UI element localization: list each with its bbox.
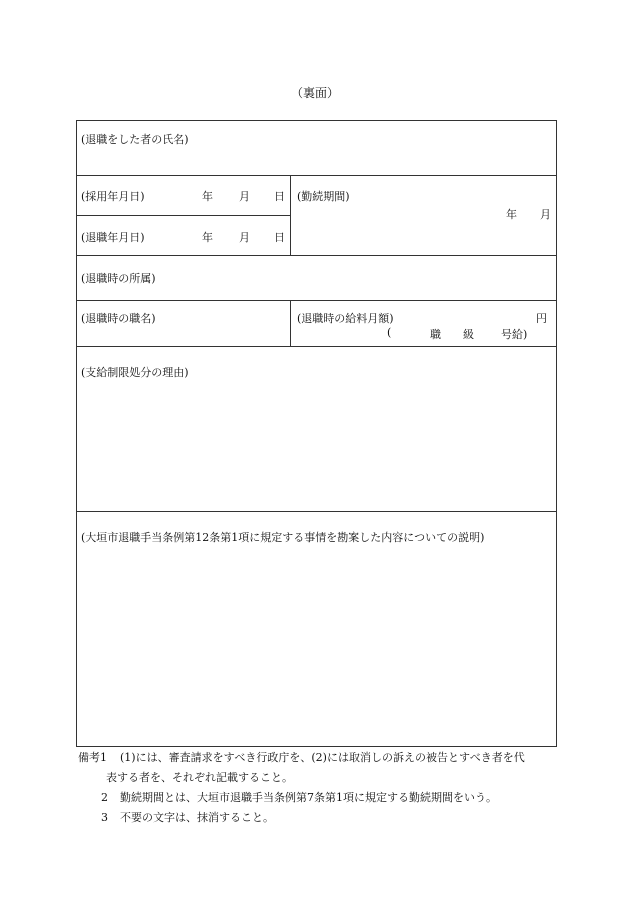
page-title: （裏面） (290, 86, 339, 100)
name-cell (76, 120, 557, 176)
explanation-cell (76, 511, 557, 747)
note-3 (78, 808, 568, 828)
service-period-label: (勤続期間) (297, 190, 350, 203)
affiliation-label: (退職時の所属) (81, 272, 156, 285)
hire-day-unit: 日 (274, 190, 285, 203)
explanation-label: (大垣市退職手当条例第12条第1項に規定する事情を勘案した内容についての説明) (81, 531, 485, 544)
notes (78, 748, 568, 828)
salary-label: (退職時の給料月額) (297, 312, 394, 325)
salary-open-paren: ( (387, 326, 392, 339)
retire-day-unit: 日 (274, 231, 285, 244)
note-2-text: 勤続期間とは、大垣市退職手当条例第7条第1項に規定する勤続期間をいう。 (120, 791, 497, 804)
salary-gokyu-unit: 号給) (501, 328, 528, 341)
retire-year-unit: 年 (202, 231, 213, 244)
note-1-line-2 (78, 768, 568, 788)
notes-head: 備考1 (78, 751, 107, 764)
salary-cell (290, 300, 557, 347)
service-year-unit: 年 (506, 208, 517, 221)
service-period-cell (290, 175, 557, 256)
hire-year-unit: 年 (202, 190, 213, 203)
salary-yen-unit: 円 (536, 312, 547, 325)
note-2-number: 2 (101, 791, 108, 804)
service-month-unit: 月 (540, 208, 551, 221)
note-3-text: 不要の文字は、抹消すること。 (120, 811, 274, 824)
retire-date-cell (76, 215, 291, 256)
note-3-number: 3 (101, 811, 108, 824)
note-1-text: (1)には、審査請求をすべき行政庁を、(2)には取消しの訴えの被告とすべき者を代 (120, 751, 525, 764)
position-label: (退職時の職名) (81, 312, 156, 325)
restriction-reason-label: (支給制限処分の理由) (81, 366, 189, 379)
restriction-reason-cell (76, 346, 557, 512)
salary-shoku-unit: 職 (430, 328, 441, 341)
note-2 (78, 788, 568, 808)
retire-month-unit: 月 (239, 231, 250, 244)
position-cell (76, 300, 291, 347)
salary-kyu-unit: 級 (463, 328, 474, 341)
hire-date-label: (採用年月日) (81, 190, 145, 203)
hire-date-cell (76, 175, 291, 216)
affiliation-cell (76, 255, 557, 301)
note-1-text-cont: 表する者を、それぞれ記載すること。 (106, 771, 293, 784)
name-label: (退職をした者の氏名) (81, 133, 189, 146)
retire-date-label: (退職年月日) (81, 231, 145, 244)
note-1-line-1 (78, 748, 568, 768)
hire-month-unit: 月 (239, 190, 250, 203)
